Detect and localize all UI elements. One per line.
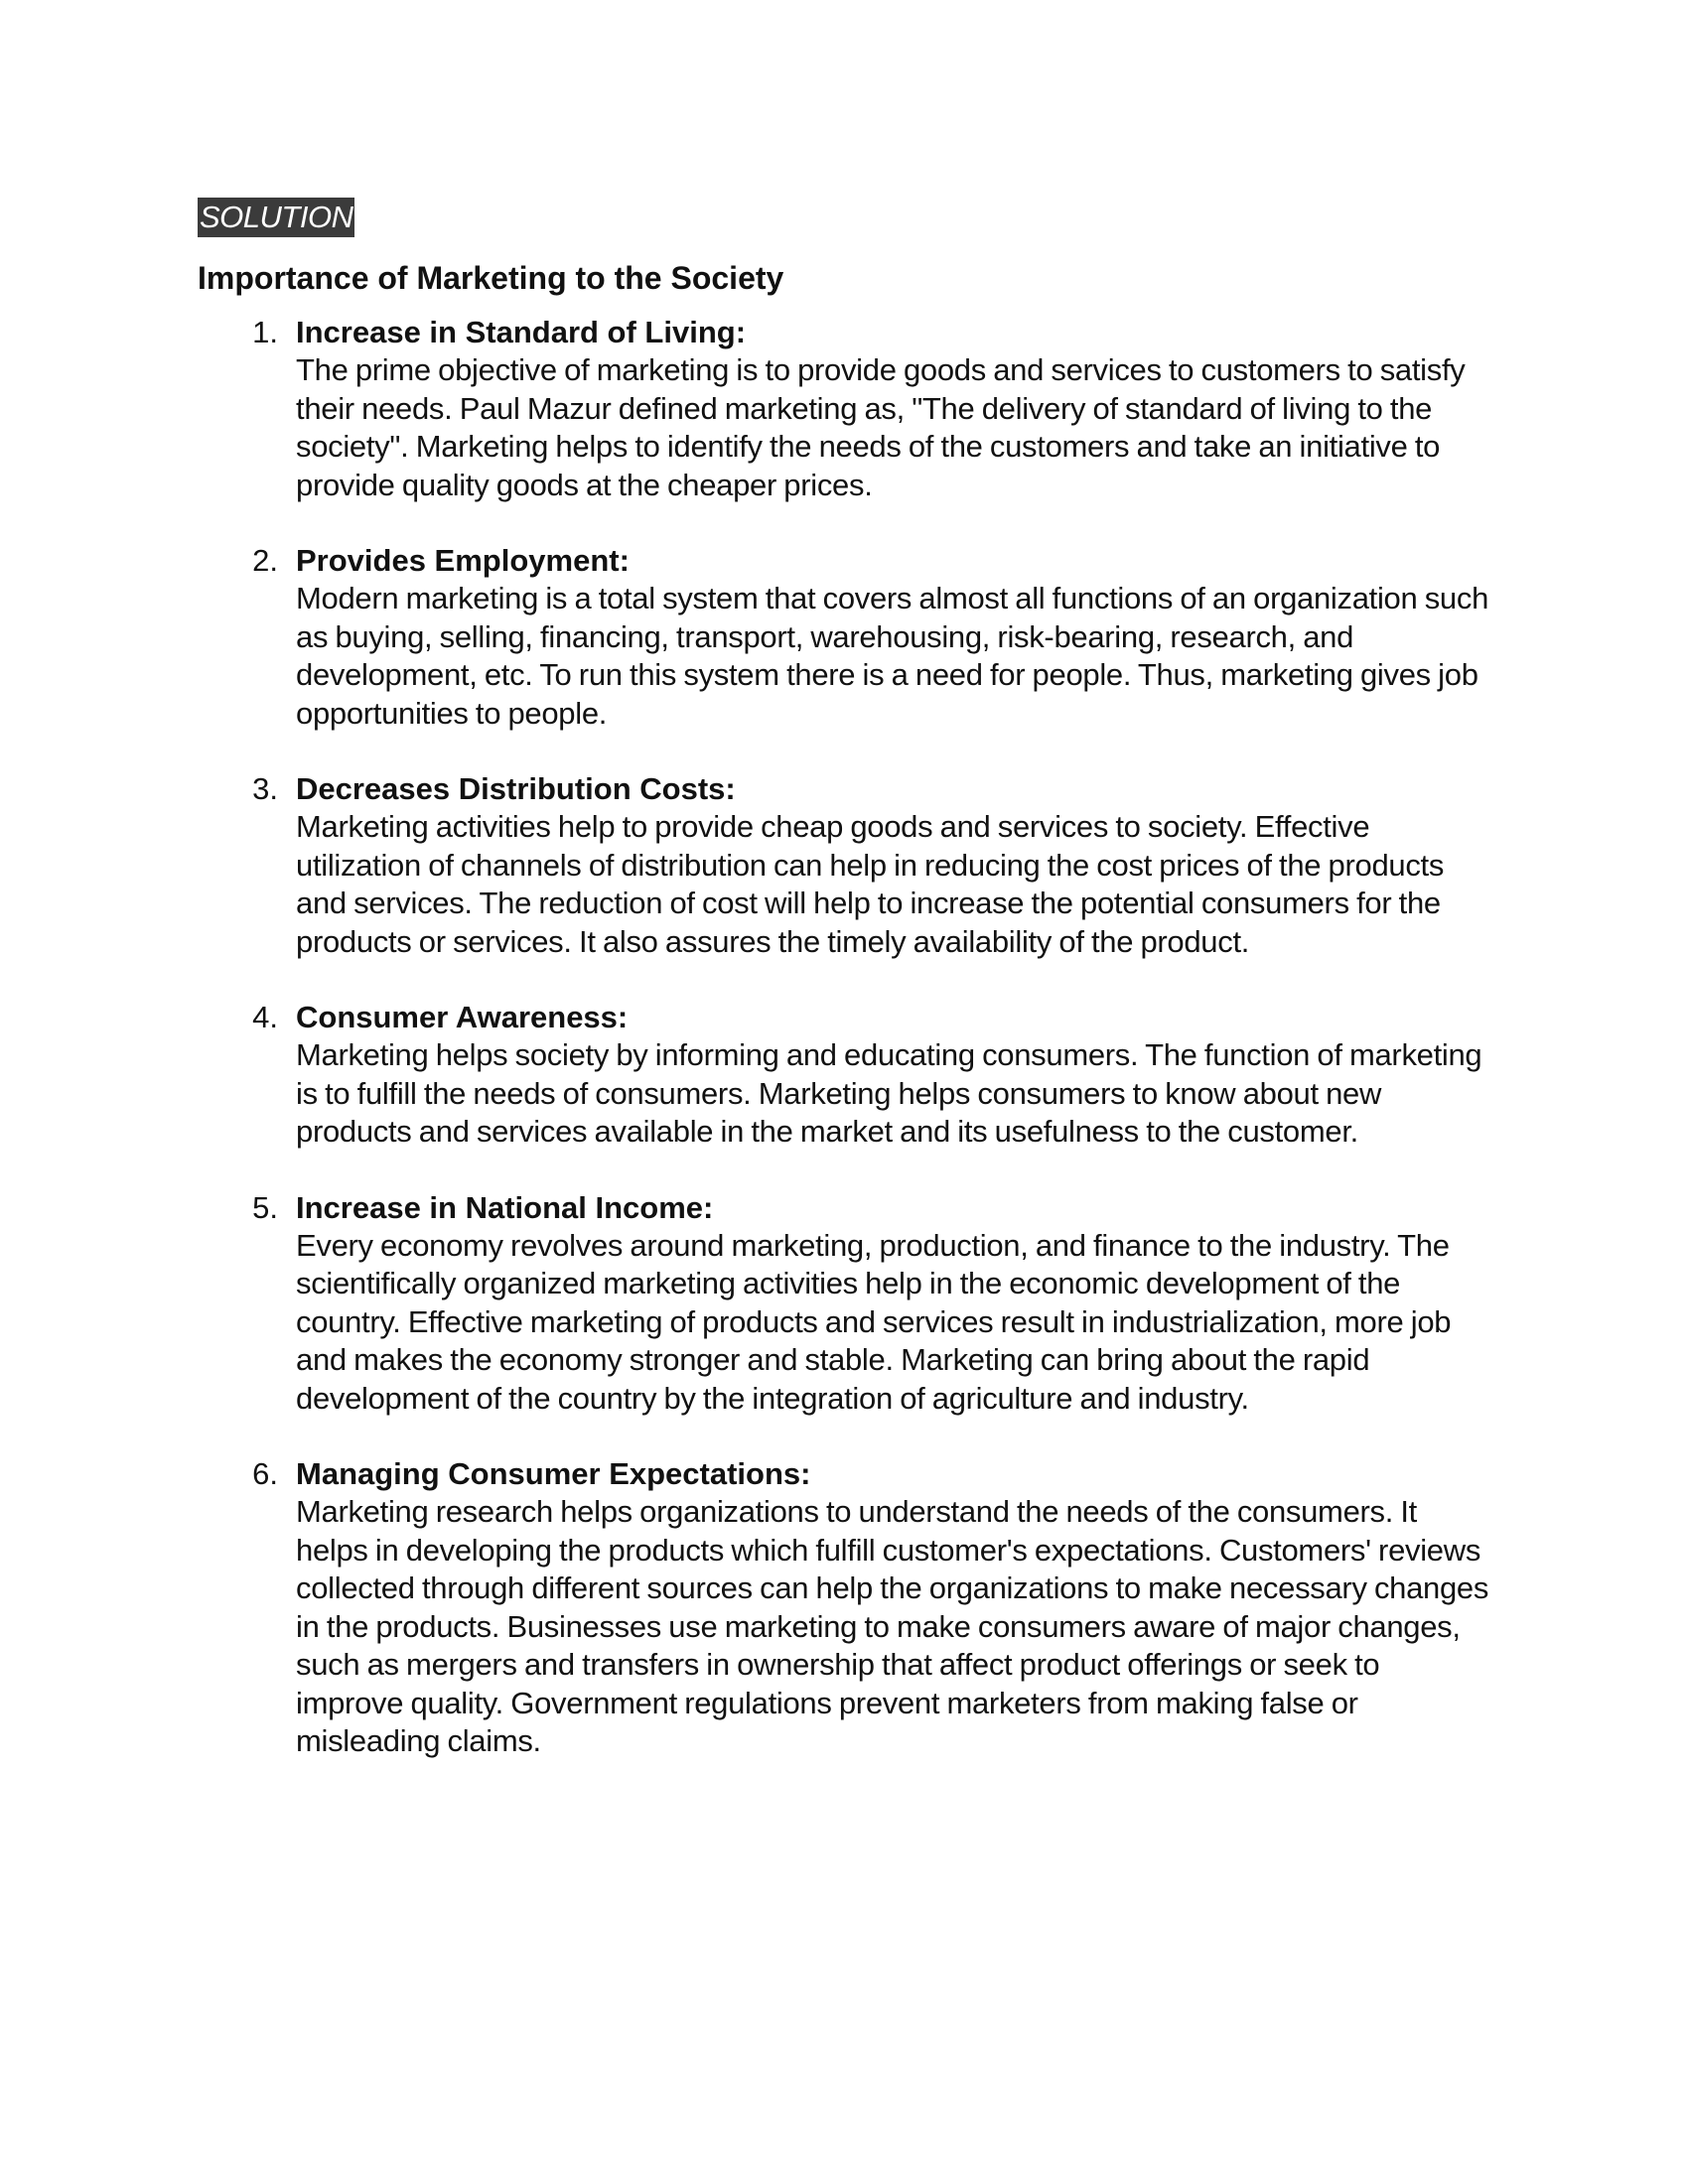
item-title: Increase in National Income: bbox=[296, 1189, 714, 1225]
item-text: Marketing research helps organizations to understand the needs of the consumers. It helps in developing the products which fulfill customer's expectations. Customers' reviews collected through different sources can help the organizations to make necessary changes in the products. Businesses use marketing to make consumers aware of major changes, such as mergers and transfers in ownership that affect product offerings or seek to improve quality. Government regulations prevent marketers from making false or misleading claims. bbox=[296, 1494, 1489, 1758]
item-title: Decreases Distribution Costs: bbox=[296, 771, 736, 806]
section-heading: Importance of Marketing to the Society bbox=[198, 260, 784, 296]
list-item bbox=[242, 542, 1493, 733]
item-text: Marketing helps society by informing and educating consumers. The function of marketing is to fulfill the needs of consumers. Marketing helps consumers to know about new products and services available in the market and its usefulness to the customer. bbox=[296, 1037, 1482, 1149]
item-text: Marketing activities help to provide cheap goods and services to society. Effective utilization of channels of distribution can help in reducing the cost prices of the products and services. The reduction of cost will help to increase the potential consumers for the products or services. It also assures the timely availability of the product. bbox=[296, 809, 1445, 959]
solution-label: SOLUTION bbox=[198, 198, 354, 237]
item-title: Consumer Awareness: bbox=[296, 1000, 629, 1034]
item-title: Managing Consumer Expectations: bbox=[296, 1456, 811, 1491]
item-text: Modern marketing is a total system that covers almost all functions of an organization such as buying, selling, financing, transport, warehousing, risk-bearing, research, and development, etc. To run this system there is a need for people. Thus, marketing gives job opportunities to people. bbox=[296, 581, 1489, 731]
list-item bbox=[242, 1189, 1493, 1419]
item-number: 4. bbox=[252, 1000, 278, 1034]
item-number: 5. bbox=[252, 1189, 278, 1225]
list-item bbox=[242, 999, 1493, 1152]
item-number: 3. bbox=[252, 771, 278, 806]
item-title: Provides Employment: bbox=[296, 543, 630, 578]
item-title: Increase in Standard of Living: bbox=[296, 315, 747, 349]
list-item bbox=[242, 770, 1493, 961]
item-text: Every economy revolves around marketing, production, and finance to the industry. The scientifically organized marketing activities help in the economic development of the country. Effective marketing of products and services result in industrialization, more job and makes the economy stronger and stable. Marketing can bring about the rapid development of the country by the integration of agriculture and industry. bbox=[296, 1227, 1452, 1416]
list-item bbox=[242, 314, 1493, 504]
item-number: 2. bbox=[252, 543, 278, 578]
list-item bbox=[242, 1455, 1493, 1761]
item-text: The prime objective of marketing is to provide goods and services to customers to satisfy their needs. Paul Mazur defined marketing as, "The delivery of standard of living to the society". Marketing helps to identify the needs of the customers and take an initiative to provide quality goods at the cheaper prices. bbox=[296, 352, 1466, 502]
item-number: 6. bbox=[252, 1456, 278, 1491]
item-number: 1. bbox=[252, 315, 278, 349]
importance-list bbox=[242, 314, 1493, 1799]
